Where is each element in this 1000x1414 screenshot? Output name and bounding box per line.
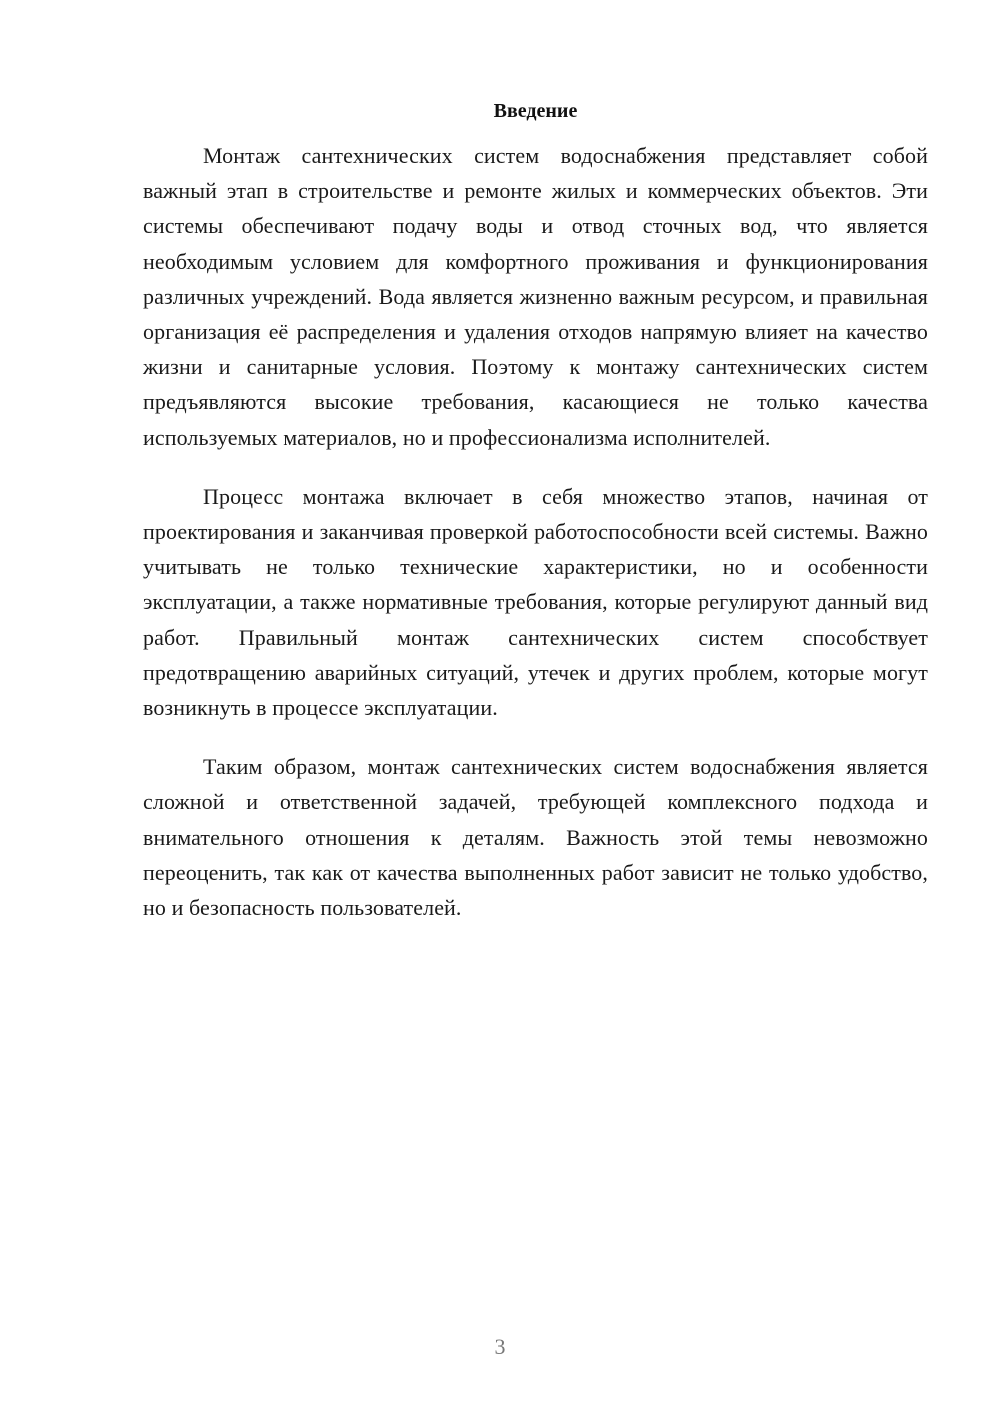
- page-content: [143, 96, 928, 949]
- paragraph-3: Таким образом, монтаж сантехнических систем водоснабжения является сложной и ответственной задачей, требующей комплексного подхода и внимательного отношения к деталям. Важность этой темы невозможно переоценить, так как от качества выполненных работ зависит не только удобство, но и безопасность пользователей.: [143, 754, 928, 921]
- paragraph-1: Монтаж сантехнических систем водоснабжения представляет собой важный этап в строительстве и ремонте жилых и коммерческих объектов. Эти системы обеспечивают подачу воды и отвод сточных вод, что является необходимым условием для комфортного проживания и функционирования различных учреждений. Вода является жизненно важным ресурсом, и правильная организация её распределения и удаления отходов напрямую влияет на качество жизни и санитарные условия. Поэтому к монтажу сантехнических систем предъявляются высокие требования, касающиеся не только качества используемых материалов, но и профессионализма исполнителей.: [143, 143, 928, 450]
- section-title: Введение: [493, 100, 578, 122]
- page-number: 3: [494, 1334, 506, 1359]
- paragraph-2: Процесс монтажа включает в себя множество этапов, начиная от проектирования и заканчивая проверкой работоспособности всей системы. Важно учитывать не только технические характеристики, но и особенности эксплуатации, а также нормативные требования, которые регулируют данный вид работ. Правильный монтаж сантехнических систем способствует предотвращению аварийных ситуаций, утечек и других проблем, которые могут возникнуть в процессе эксплуатации.: [143, 483, 928, 721]
